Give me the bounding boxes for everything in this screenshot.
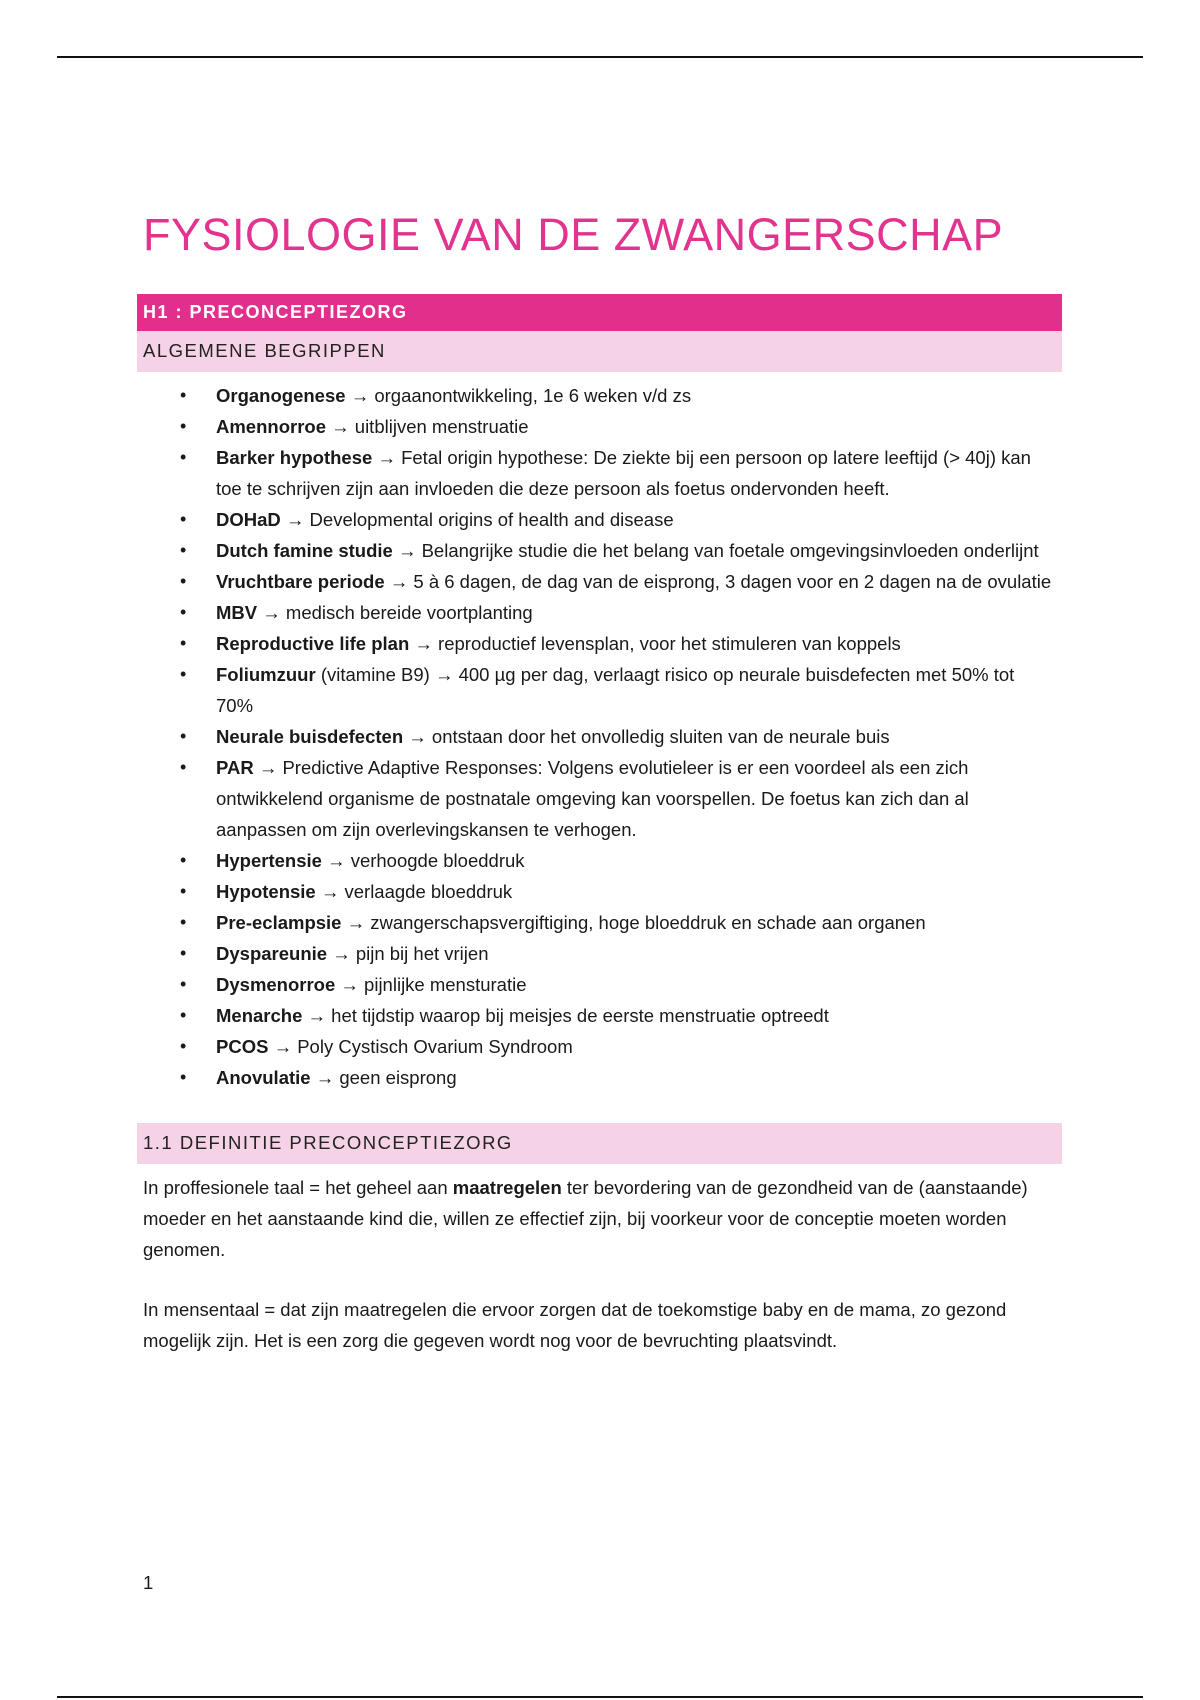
list-item bbox=[137, 907, 1062, 938]
arrow-icon: → bbox=[340, 973, 359, 995]
bullet-icon: • bbox=[180, 570, 187, 591]
list-item bbox=[137, 597, 1062, 628]
bullet-icon: • bbox=[180, 384, 187, 405]
list-item bbox=[137, 442, 1062, 504]
term-label: DOHaD bbox=[216, 508, 281, 530]
list-item bbox=[137, 504, 1062, 535]
arrow-icon: → bbox=[377, 446, 396, 468]
term-definition: ontstaan door het onvolledig sluiten van de neurale buis bbox=[431, 725, 890, 747]
arrow-icon: → bbox=[285, 508, 305, 530]
term-label: MBV bbox=[216, 601, 258, 623]
term-definition: Belangrijke studie die het belang van foetale omgevingsinvloeden onderlijnt bbox=[421, 539, 1039, 561]
list-item bbox=[137, 411, 1062, 442]
term-definition: uitblijven menstruatie bbox=[354, 415, 529, 437]
bullet-icon: • bbox=[180, 446, 187, 467]
heading-2-text: ALGEMENE BEGRIPPEN bbox=[143, 340, 386, 361]
arrow-icon: → bbox=[327, 849, 346, 871]
heading-1-bar bbox=[137, 294, 1062, 331]
term-definition: reproductief levensplan, voor het stimuleren van koppels bbox=[438, 632, 901, 654]
term-label: Vruchtbare periode bbox=[216, 570, 385, 592]
term-definition: het tijdstip waarop bij meisjes de eerste menstruatie optreedt bbox=[331, 1004, 829, 1026]
arrow-icon: → bbox=[273, 1035, 293, 1057]
term-label: Hypertensie bbox=[216, 849, 322, 871]
arrow-icon: → bbox=[307, 1004, 327, 1026]
term-definition: pijnlijke mensturatie bbox=[364, 973, 527, 995]
term-label: Hypotensie bbox=[216, 880, 316, 902]
term-label: PAR bbox=[216, 756, 254, 778]
list-item bbox=[137, 628, 1062, 659]
arrow-icon: → bbox=[414, 632, 433, 654]
heading-1-text: H1 : PRECONCEPTIEZORG bbox=[143, 301, 408, 322]
term-label: Organogenese bbox=[216, 384, 346, 406]
term-definition: Poly Cystisch Ovarium Syndroom bbox=[297, 1035, 573, 1057]
bullet-icon: • bbox=[180, 1004, 187, 1025]
term-definition: Predictive Adaptive Responses: Volgens evolutieleer is er een voordeel als een zich ontwikkelend organisme de postnatale omgeving kan voorspellen. De foetus kan zich dan al aanpassen om zijn overlevingskansen te verhogen. bbox=[216, 756, 969, 840]
page-content bbox=[137, 210, 1062, 1356]
bullet-icon: • bbox=[180, 632, 187, 653]
bullet-icon: • bbox=[180, 663, 187, 684]
arrow-icon: → bbox=[331, 415, 350, 437]
footer-rule bbox=[57, 1696, 1143, 1698]
bullet-icon: • bbox=[180, 880, 187, 901]
list-item bbox=[137, 1062, 1062, 1093]
bullet-icon: • bbox=[180, 756, 187, 777]
bullet-icon: • bbox=[180, 508, 187, 529]
bullet-icon: • bbox=[180, 415, 187, 436]
list-item bbox=[137, 969, 1062, 1000]
bullet-icon: • bbox=[180, 1066, 187, 1087]
term-definition: geen eisprong bbox=[339, 1066, 457, 1088]
terms-list bbox=[137, 380, 1062, 1093]
arrow-icon: → bbox=[332, 942, 351, 964]
term-label: PCOS bbox=[216, 1035, 269, 1057]
term-definition: Fetal origin hypothese: De ziekte bij een persoon op latere leeftijd (> 40j) kan toe te schrijven zijn aan invloeden die deze persoon als foetus ondervonden heeft. bbox=[216, 446, 1031, 499]
page-number: 1 bbox=[143, 1572, 154, 1593]
term-definition: pijn bij het vrijen bbox=[355, 942, 489, 964]
arrow-icon: → bbox=[320, 880, 340, 902]
bullet-icon: • bbox=[180, 911, 187, 932]
term-label: Dutch famine studie bbox=[216, 539, 393, 561]
bullet-icon: • bbox=[180, 725, 187, 746]
term-label: Dyspareunie bbox=[216, 942, 328, 964]
term-label: Barker hypothese bbox=[216, 446, 373, 468]
term-label: Anovulatie bbox=[216, 1066, 311, 1088]
definition-paragraph-lay: In mensentaal = dat zijn maatregelen die ervoor zorgen dat de toekomstige baby en de mama, zo gezond mogelijk zijn. Het is een zorg die gegeven wordt nog voor de bevruchting plaatsvindt. bbox=[143, 1298, 1007, 1351]
paragraph-text: ter bevordering van de gezondheid van de (aanstaande) moeder en het aanstaande kind die, willen ze effectief zijn, bij voorkeur voor de conceptie moeten worden genomen. bbox=[143, 1176, 1028, 1260]
list-item bbox=[137, 659, 1062, 721]
bullet-icon: • bbox=[180, 539, 187, 560]
definition-paragraph-professional bbox=[137, 1172, 1062, 1265]
bullet-icon: • bbox=[180, 973, 187, 994]
list-item bbox=[137, 1031, 1062, 1062]
bullet-icon: • bbox=[180, 942, 187, 963]
arrow-icon: → bbox=[346, 911, 366, 933]
term-label: Neurale buisdefecten bbox=[216, 725, 404, 747]
section-heading-text: 1.1 DEFINITIE PRECONCEPTIEZORG bbox=[143, 1132, 513, 1153]
list-item bbox=[137, 1000, 1062, 1031]
term-definition: verlaagde bloeddruk bbox=[344, 880, 513, 902]
term-label: Dysmenorroe bbox=[216, 973, 336, 995]
document-title: FYSIOLOGIE VAN DE ZWANGERSCHAP bbox=[143, 209, 1004, 260]
term-definition: 400 µg per dag, verlaagt risico op neurale buisdefecten met 50% tot 70% bbox=[216, 663, 1015, 716]
header-rule bbox=[57, 56, 1143, 58]
arrow-icon: → bbox=[389, 570, 409, 592]
list-item bbox=[137, 566, 1062, 597]
term-definition: verhoogde bloeddruk bbox=[350, 849, 525, 871]
arrow-icon: → bbox=[350, 384, 370, 406]
paragraph-bold-text: maatregelen bbox=[452, 1176, 562, 1198]
list-item bbox=[137, 876, 1062, 907]
term-label: Foliumzuur bbox=[216, 663, 316, 685]
paragraph-text: In proffesionele taal = het geheel aan bbox=[143, 1176, 448, 1198]
list-item bbox=[137, 380, 1062, 411]
bullet-icon: • bbox=[180, 601, 187, 622]
bullet-icon: • bbox=[180, 1035, 187, 1056]
term-label: Amennorroe bbox=[216, 415, 326, 437]
arrow-icon: → bbox=[262, 601, 281, 623]
term-label: Reproductive life plan bbox=[216, 632, 410, 654]
bullet-icon: • bbox=[180, 849, 187, 870]
term-extra: (vitamine B9) bbox=[320, 663, 430, 685]
arrow-icon: → bbox=[315, 1066, 335, 1088]
list-item bbox=[137, 845, 1062, 876]
arrow-icon: → bbox=[434, 663, 454, 685]
term-label: Menarche bbox=[216, 1004, 303, 1026]
term-definition: Developmental origins of health and disease bbox=[309, 508, 674, 530]
heading-2-bar bbox=[137, 331, 1062, 372]
term-definition: orgaanontwikkeling, 1e 6 weken v/d zs bbox=[374, 384, 692, 406]
arrow-icon: → bbox=[408, 725, 427, 747]
term-definition: medisch bereide voortplanting bbox=[285, 601, 533, 623]
arrow-icon: → bbox=[258, 756, 278, 778]
arrow-icon: → bbox=[397, 539, 417, 561]
list-item bbox=[137, 535, 1062, 566]
list-item bbox=[137, 938, 1062, 969]
term-definition: zwangerschapsvergiftiging, hoge bloeddruk en schade aan organen bbox=[370, 911, 926, 933]
list-item bbox=[137, 721, 1062, 752]
section-heading-bar bbox=[137, 1123, 1062, 1164]
term-definition: 5 à 6 dagen, de dag van de eisprong, 3 dagen voor en 2 dagen na de ovulatie bbox=[413, 570, 1052, 592]
list-item bbox=[137, 752, 1062, 845]
term-label: Pre-eclampsie bbox=[216, 911, 342, 933]
